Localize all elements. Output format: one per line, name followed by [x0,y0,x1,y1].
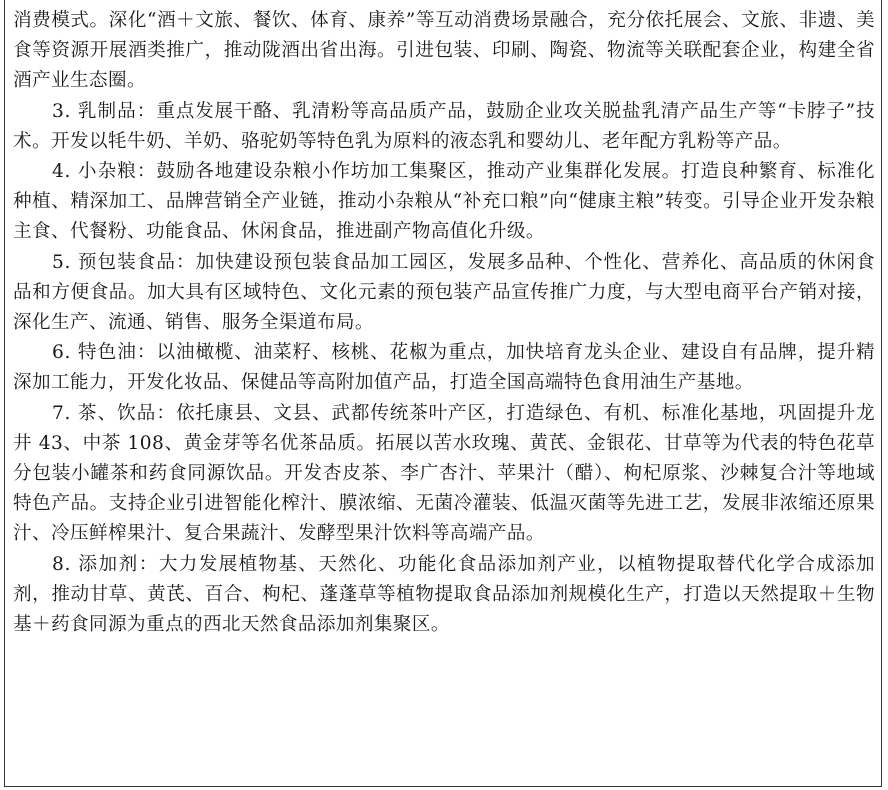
item-packaged-food [13,248,875,339]
item-additives [13,550,875,641]
item-title: 5. 预包装食品： [52,251,196,273]
item-title: 8. 添加剂： [52,553,159,575]
item-title: 7. 茶、饮品： [52,402,177,424]
item-body: 以油橄榄、油菜籽、核桃、花椒为重点，加快培育龙头企业、建设自有品牌，提升精深加工能力，开发化妆品、保健品等高附加值产品，打造全国高端特色食用油生产基地。 [13,342,875,394]
intro-paragraph: 消费模式。深化“酒＋文旅、餐饮、体育、康养”等互动消费场景融合，充分依托展会、文旅、非遗、美食等资源开展酒类推广，推动陇酒出省出海。引进包装、印刷、陶瓷、物流等关联配套企业，构建全省酒产业生态圈。 [13,10,875,92]
item-body: 加快建设预包装食品加工园区，发展多品种、个性化、营养化、高品质的休闲食品和方便食品。加大具有区域特色、文化元素的预包装产品宣传推广力度，与大型电商平台产销对接，深化生产、流通、销售、服务全渠道布局。 [13,251,875,334]
item-title: 3. 乳制品： [52,100,157,122]
item-dairy [13,97,875,157]
item-grains [13,157,875,248]
item-special-oil [13,338,875,398]
document-body [13,6,875,640]
item-body: 依托康县、文县、武都传统茶叶产区，打造绿色、有机、标准化基地，巩固提升龙井 43、中茶 108、黄金芽等名优茶品质。拓展以苦水玫瑰、黄芪、金银花、甘草等为代表的特色花草分包装小罐茶和药食同源饮品。开发杏皮茶、李广杏汁、苹果汁（醋）、枸杞原浆、沙棘复合汁等地域特色产品。支持企业引进智能化榨汁、膜浓缩、无菌冷灌装、低温灭菌等先进工艺，发展非浓缩还原果汁、冷压鲜榨果汁、复合果蔬汁、发酵型果汁饮料等高端产品。 [13,402,876,545]
item-tea-beverages [13,399,875,550]
item-title: 4. 小杂粮： [52,161,157,183]
item-body: 大力发展植物基、天然化、功能化食品添加剂产业，以植物提取替代化学合成添加剂，推动甘草、黄芪、百合、枸杞、蓬蓬草等植物提取食品添加剂规模化生产，打造以天然提取＋生物基＋药食同源为重点的西北天然食品添加剂集聚区。 [13,553,875,636]
item-title: 6. 特色油： [52,342,157,364]
item-body: 鼓励各地建设杂粮小作坊加工集聚区，推动产业集群化发展。打造良种繁育、标准化种植、精深加工、品牌营销全产业链，推动小杂粮从“补充口粮”向“健康主粮”转变。引导企业开发杂粮主食、代餐粉、功能食品、休闲食品，推进副产物高值化升级。 [13,161,875,243]
item-body: 重点发展干酪、乳清粉等高品质产品，鼓励企业攻关脱盐乳清产品生产等“卡脖子”技术。开发以牦牛奶、羊奶、骆驼奶等特色乳为原料的液态乳和婴幼儿、老年配方乳粉等产品。 [13,100,875,152]
